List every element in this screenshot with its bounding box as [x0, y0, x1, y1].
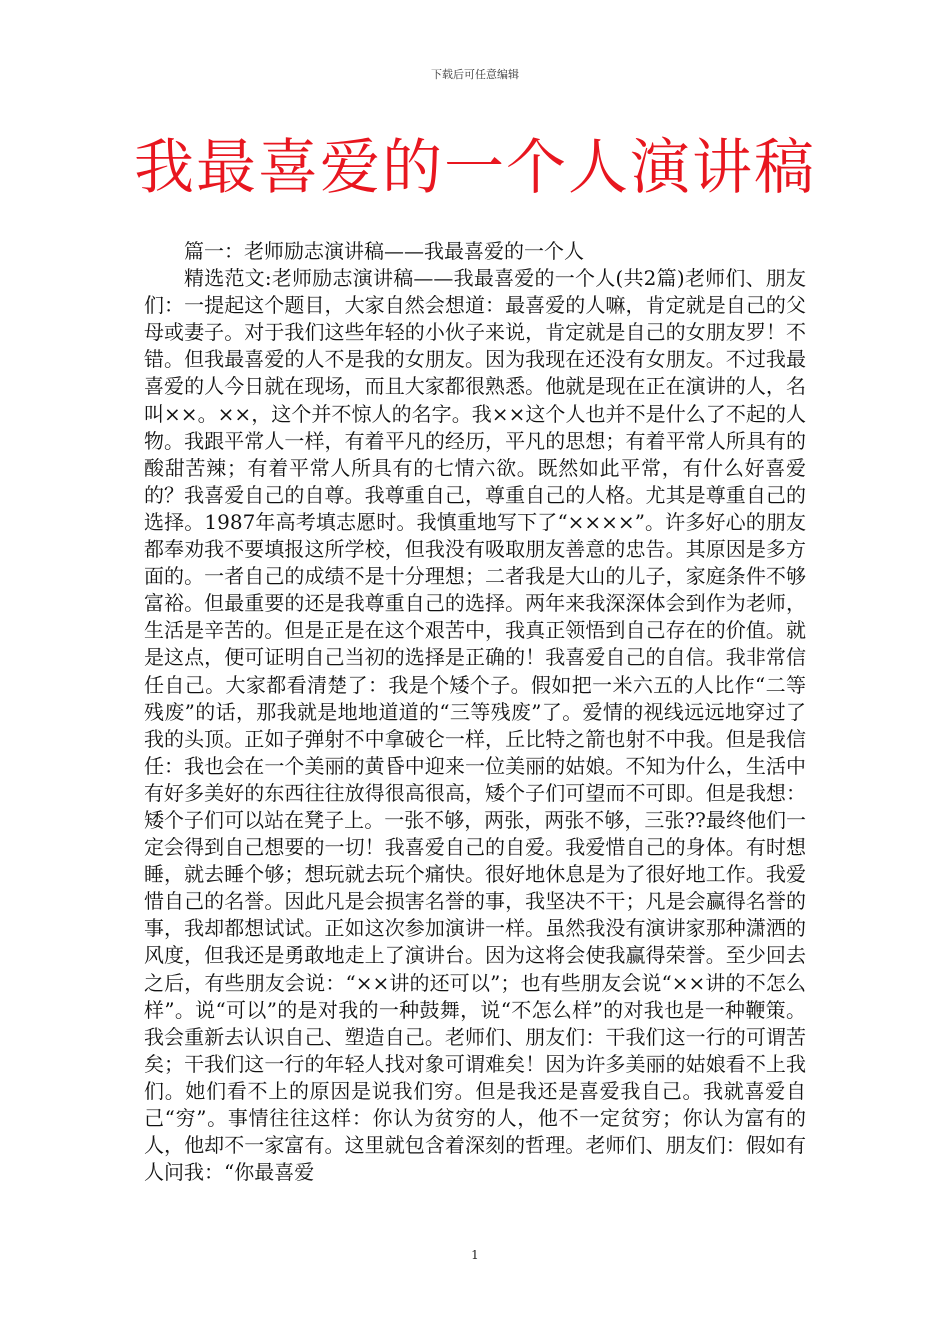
- document-title: 我最喜爱的一个人演讲稿: [134, 133, 816, 203]
- paragraph-heading: 篇一：老师励志演讲稿——我最喜爱的一个人: [184, 239, 584, 263]
- page-number: 1: [471, 1248, 479, 1262]
- page-header: 下载后可任意编辑: [431, 68, 519, 81]
- document-body: [144, 238, 806, 1186]
- paragraph-main: 精选范文:老师励志演讲稿——我最喜爱的一个人(共2篇)老师们、朋友们：一提起这个题目，大家自然会想道：最喜爱的人嘛，肯定就是自己的父母或妻子。对于我们这些年轻的小伙子来说，肯定就是自己的女朋友罗！不错。但我最喜爱的人不是我的女朋友。因为我现在还没有女朋友。不过我最喜爱的人今日就在现场，而且大家都很熟悉。他就是现在正在演讲的人，名叫××。××，这个并不惊人的名字。我××这个人也并不是什么了不起的人物。我跟平常人一样，有着平凡的经历，平凡的思想；有着平常人所具有的酸甜苦辣；有着平常人所具有的七情六欲。既然如此平常，有什么好喜爱的？我喜爱自己的自尊。我尊重自己，尊重自己的人格。尤其是尊重自己的选择。1987年高考填志愿时。我慎重地写下了“××××”。许多好心的朋友都奉劝我不要填报这所学校，但我没有吸取朋友善意的忠告。其原因是多方面的。一者自己的成绩不是十分理想；二者我是大山的儿子，家庭条件不够富裕。但最重要的还是我尊重自己的选择。两年来我深深体会到作为老师，生活是辛苦的。但是正是在这个艰苦中，我真正领悟到自己存在的价值。就是这点，便可证明自己当初的选择是正确的！我喜爱自己的自信。我非常信任自己。大家都看清楚了：我是个矮个子。假如把一米六五的人比作“二等残废”的话，那我就是地地道道的“三等残废”了。爱情的视线远远地穿过了我的头顶。正如子弹射不中拿破仑一样，丘比特之箭也射不中我。但是我信任：我也会在一个美丽的黄昏中迎来一位美丽的姑娘。不知为什么，生活中有好多美好的东西往往放得很高很高，矮个子们可望而不可即。但是我想：矮个子们可以站在凳子上。一张不够，两张，两张不够，三张??最终他们一定会得到自己想要的一切！我喜爱自己的自爱。我爱惜自己的身体。有时想睡，就去睡个够；想玩就去玩个痛快。很好地休息是为了很好地工作。我爱惜自己的名誉。因此凡是会损害名誉的事，我坚决不干；凡是会赢得名誉的事，我却都想试试。正如这次参加演讲一样。虽然我没有演讲家那种潇洒的风度，但我还是勇敢地走上了演讲台。因为这将会使我赢得荣誉。至少回去之后，有些朋友会说：“××讲的还可以”；也有些朋友会说“××讲的不怎么样”。说“可以”的是对我的一种鼓舞，说“不怎么样”的对我也是一种鞭策。我会重新去认识自己、塑造自己。老师们、朋友们：干我们这一行的可谓苦矣；干我们这一行的年轻人找对象可谓难矣！因为许多美丽的姑娘看不上我们。她们看不上的原因是说我们穷。但是我还是喜爱我自己。我就喜爱自己“穷”。事情往往这样：你认为贫穷的人，他不一定贫穷；你认为富有的人，他却不一家富有。这里就包含着深刻的哲理。老师们、朋友们：假如有人问我：“你最喜爱: [144, 266, 806, 1185]
